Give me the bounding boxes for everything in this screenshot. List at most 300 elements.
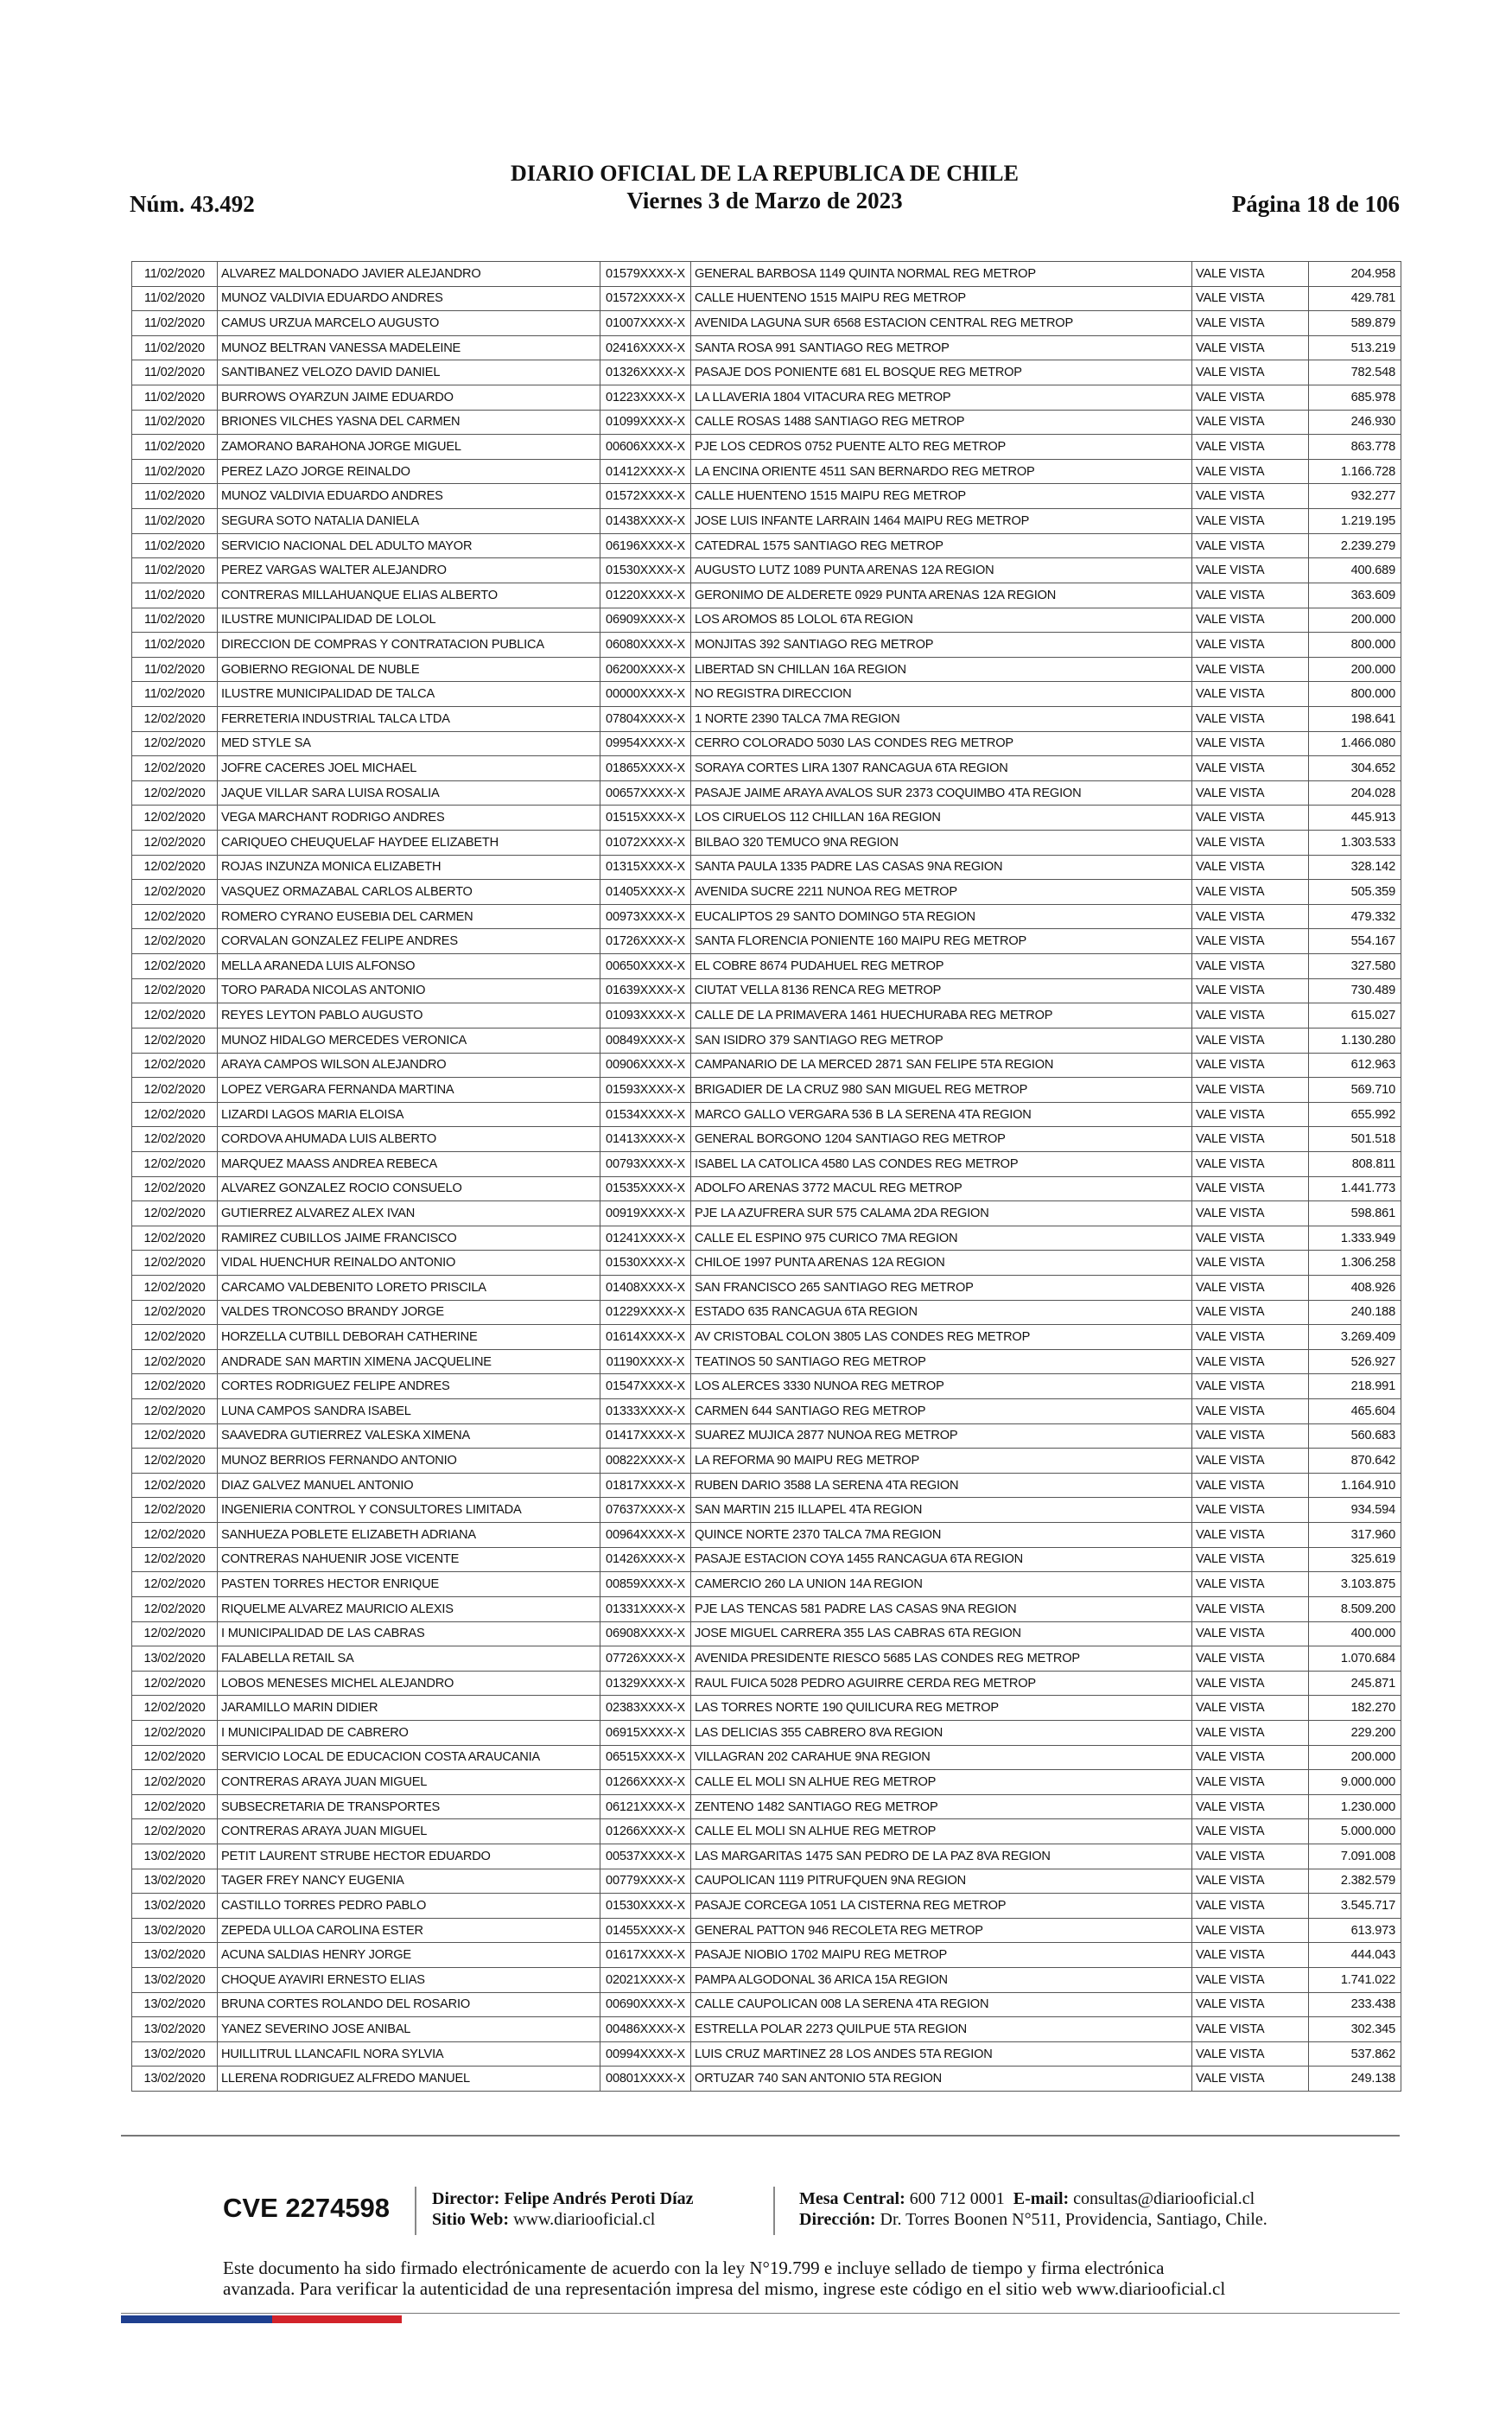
payee-name-cell: VASQUEZ ORMAZABAL CARLOS ALBERTO	[218, 880, 600, 905]
payment-date-cell: 11/02/2020	[132, 657, 218, 682]
footer-separator	[773, 2187, 775, 2235]
payment-amount-cell: 325.619	[1309, 1547, 1401, 1572]
table-row	[132, 2041, 1401, 2067]
payee-address-cell: LA ENCINA ORIENTE 4511 SAN BERNARDO REG METROP	[691, 459, 1192, 484]
payment-amount-cell: 9.000.000	[1309, 1770, 1401, 1795]
payee-name-cell: FALABELLA RETAIL SA	[218, 1646, 600, 1672]
director-info	[432, 2188, 694, 2230]
payee-address-cell: AVENIDA PRESIDENTE RIESCO 5685 LAS CONDES REG METROP	[691, 1646, 1192, 1672]
payee-rut-cell: 07804XXXX-X	[600, 706, 691, 731]
payee-name-cell: BRUNA CORTES ROLANDO DEL ROSARIO	[218, 1992, 600, 2017]
payment-amount-cell: 5.000.000	[1309, 1819, 1401, 1844]
payment-amount-cell: 612.963	[1309, 1053, 1401, 1078]
payee-rut-cell: 06909XXXX-X	[600, 608, 691, 633]
payee-address-cell: LUIS CRUZ MARTINEZ 28 LOS ANDES 5TA REGION	[691, 2041, 1192, 2067]
payee-rut-cell: 06908XXXX-X	[600, 1621, 691, 1646]
payee-address-cell: CALLE CAUPOLICAN 008 LA SERENA 4TA REGION	[691, 1992, 1192, 2017]
table-row	[132, 904, 1401, 929]
payment-method-cell: VALE VISTA	[1192, 1794, 1309, 1819]
payee-name-cell: TORO PARADA NICOLAS ANTONIO	[218, 978, 600, 1003]
payment-amount-cell: 655.992	[1309, 1102, 1401, 1127]
payee-rut-cell: 00606XXXX-X	[600, 435, 691, 460]
payment-method-cell: VALE VISTA	[1192, 1201, 1309, 1226]
payee-address-cell: CAMPANARIO DE LA MERCED 2871 SAN FELIPE 5TA REGION	[691, 1053, 1192, 1078]
payment-date-cell: 12/02/2020	[132, 731, 218, 756]
table-row	[132, 1127, 1401, 1152]
payee-name-cell: PEREZ LAZO JORGE REINALDO	[218, 459, 600, 484]
payment-method-cell: VALE VISTA	[1192, 1028, 1309, 1053]
payee-rut-cell: 00973XXXX-X	[600, 904, 691, 929]
payee-rut-cell: 00801XXXX-X	[600, 2067, 691, 2092]
payment-amount-cell: 249.138	[1309, 2067, 1401, 2092]
table-row	[132, 1028, 1401, 1053]
payee-address-cell: PJE LAS TENCAS 581 PADRE LAS CASAS 9NA REGION	[691, 1596, 1192, 1621]
payment-amount-cell: 560.683	[1309, 1423, 1401, 1449]
payment-date-cell: 11/02/2020	[132, 558, 218, 583]
table-row	[132, 1449, 1401, 1474]
payment-method-cell: VALE VISTA	[1192, 929, 1309, 954]
payee-address-cell: AV CRISTOBAL COLON 3805 LAS CONDES REG METROP	[691, 1325, 1192, 1350]
payee-address-cell: LOS CIRUELOS 112 CHILLAN 16A REGION	[691, 806, 1192, 831]
payee-address-cell: CARMEN 644 SANTIAGO REG METROP	[691, 1399, 1192, 1424]
payment-amount-cell: 1.166.728	[1309, 459, 1401, 484]
payee-rut-cell: 01241XXXX-X	[600, 1226, 691, 1251]
payee-address-cell: PJE LA AZUFRERA SUR 575 CALAMA 2DA REGION	[691, 1201, 1192, 1226]
table-row	[132, 1572, 1401, 1597]
payee-rut-cell: 06515XXXX-X	[600, 1745, 691, 1770]
payee-name-cell: INGENIERIA CONTROL Y CONSULTORES LIMITADA	[218, 1498, 600, 1523]
payment-date-cell: 11/02/2020	[132, 335, 218, 360]
payee-name-cell: SAAVEDRA GUTIERREZ VALESKA XIMENA	[218, 1423, 600, 1449]
payment-amount-cell: 363.609	[1309, 583, 1401, 608]
payee-rut-cell: 06196XXXX-X	[600, 533, 691, 558]
payee-rut-cell: 00000XXXX-X	[600, 682, 691, 707]
payment-date-cell: 12/02/2020	[132, 1794, 218, 1819]
table-row	[132, 2017, 1401, 2042]
payment-date-cell: 12/02/2020	[132, 1053, 218, 1078]
payee-rut-cell: 01331XXXX-X	[600, 1596, 691, 1621]
payee-rut-cell: 01007XXXX-X	[600, 311, 691, 336]
table-row	[132, 1547, 1401, 1572]
director-line: Director: Felipe Andrés Peroti Díaz	[432, 2189, 694, 2208]
payment-method-cell: VALE VISTA	[1192, 1176, 1309, 1201]
payee-rut-cell: 09954XXXX-X	[600, 731, 691, 756]
payee-name-cell: MUNOZ BERRIOS FERNANDO ANTONIO	[218, 1449, 600, 1474]
table-row	[132, 1968, 1401, 1993]
payee-address-cell: LA LLAVERIA 1804 VITACURA REG METROP	[691, 385, 1192, 411]
payee-address-cell: BRIGADIER DE LA CRUZ 980 SAN MIGUEL REG METROP	[691, 1078, 1192, 1103]
payment-method-cell: VALE VISTA	[1192, 633, 1309, 658]
payment-method-cell: VALE VISTA	[1192, 484, 1309, 509]
payment-date-cell: 11/02/2020	[132, 385, 218, 411]
table-row	[132, 1473, 1401, 1498]
payee-address-cell: 1 NORTE 2390 TALCA 7MA REGION	[691, 706, 1192, 731]
payee-name-cell: VEGA MARCHANT RODRIGO ANDRES	[218, 806, 600, 831]
payee-name-cell: LOBOS MENESES MICHEL ALEJANDRO	[218, 1671, 600, 1696]
payee-rut-cell: 01333XXXX-X	[600, 1399, 691, 1424]
payee-name-cell: TAGER FREY NANCY EUGENIA	[218, 1869, 600, 1894]
payee-name-cell: MED STYLE SA	[218, 731, 600, 756]
contact-line: Mesa Central: 600 712 0001 E-mail: consultas@diariooficial.cl	[799, 2189, 1255, 2208]
payment-amount-cell: 685.978	[1309, 385, 1401, 411]
payee-name-cell: MELLA ARANEDA LUIS ALFONSO	[218, 954, 600, 979]
payee-name-cell: FERRETERIA INDUSTRIAL TALCA LTDA	[218, 706, 600, 731]
payee-rut-cell: 02416XXXX-X	[600, 335, 691, 360]
payment-date-cell: 12/02/2020	[132, 831, 218, 856]
payee-name-cell: GOBIERNO REGIONAL DE NUBLE	[218, 657, 600, 682]
table-body	[132, 262, 1401, 2092]
payment-amount-cell: 8.509.200	[1309, 1596, 1401, 1621]
payment-amount-cell: 200.000	[1309, 608, 1401, 633]
payee-address-cell: SUAREZ MUJICA 2877 NUNOA REG METROP	[691, 1423, 1192, 1449]
payee-address-cell: CALLE HUENTENO 1515 MAIPU REG METROP	[691, 484, 1192, 509]
payee-rut-cell: 01534XXXX-X	[600, 1102, 691, 1127]
payment-date-cell: 12/02/2020	[132, 1745, 218, 1770]
payment-amount-cell: 204.028	[1309, 780, 1401, 806]
payment-method-cell: VALE VISTA	[1192, 978, 1309, 1003]
footer-divider-bottom	[121, 2313, 1400, 2314]
payee-address-cell: JOSE MIGUEL CARRERA 355 LAS CABRAS 6TA REGION	[691, 1621, 1192, 1646]
payee-rut-cell: 01614XXXX-X	[600, 1325, 691, 1350]
payment-amount-cell: 782.548	[1309, 360, 1401, 385]
payment-date-cell: 12/02/2020	[132, 1720, 218, 1745]
payment-method-cell: VALE VISTA	[1192, 682, 1309, 707]
payee-address-cell: RUBEN DARIO 3588 LA SERENA 4TA REGION	[691, 1473, 1192, 1498]
payee-name-cell: CONTRERAS ARAYA JUAN MIGUEL	[218, 1770, 600, 1795]
payee-name-cell: ZAMORANO BARAHONA JORGE MIGUEL	[218, 435, 600, 460]
payment-date-cell: 13/02/2020	[132, 2017, 218, 2042]
payee-rut-cell: 00964XXXX-X	[600, 1523, 691, 1548]
payment-date-cell: 11/02/2020	[132, 682, 218, 707]
payment-date-cell: 12/02/2020	[132, 1473, 218, 1498]
table-row	[132, 1325, 1401, 1350]
table-row	[132, 1201, 1401, 1226]
payee-rut-cell: 07637XXXX-X	[600, 1498, 691, 1523]
payment-amount-cell: 1.130.280	[1309, 1028, 1401, 1053]
payee-rut-cell: 01817XXXX-X	[600, 1473, 691, 1498]
payee-name-cell: SUBSECRETARIA DE TRANSPORTES	[218, 1794, 600, 1819]
payment-date-cell: 13/02/2020	[132, 2067, 218, 2092]
payee-address-cell: LAS TORRES NORTE 190 QUILICURA REG METROP	[691, 1696, 1192, 1721]
payee-address-cell: MONJITAS 392 SANTIAGO REG METROP	[691, 633, 1192, 658]
table-row	[132, 1423, 1401, 1449]
table-row	[132, 1053, 1401, 1078]
payment-method-cell: VALE VISTA	[1192, 731, 1309, 756]
table-row	[132, 780, 1401, 806]
payee-name-cell: ILUSTRE MUNICIPALIDAD DE TALCA	[218, 682, 600, 707]
payment-date-cell: 13/02/2020	[132, 1894, 218, 1919]
payee-name-cell: VIDAL HUENCHUR REINALDO ANTONIO	[218, 1251, 600, 1276]
payee-name-cell: MUNOZ HIDALGO MERCEDES VERONICA	[218, 1028, 600, 1053]
payment-method-cell: VALE VISTA	[1192, 1151, 1309, 1176]
payment-date-cell: 11/02/2020	[132, 410, 218, 435]
payment-method-cell: VALE VISTA	[1192, 1943, 1309, 1968]
payment-method-cell: VALE VISTA	[1192, 706, 1309, 731]
payment-method-cell: VALE VISTA	[1192, 385, 1309, 411]
table-row	[132, 706, 1401, 731]
table-row	[132, 1374, 1401, 1399]
email-link[interactable]: consultas@diariooficial.cl	[1073, 2189, 1255, 2208]
payee-name-cell: RIQUELME ALVAREZ MAURICIO ALEXIS	[218, 1596, 600, 1621]
payment-date-cell: 12/02/2020	[132, 806, 218, 831]
payment-date-cell: 12/02/2020	[132, 1572, 218, 1597]
table-row	[132, 1671, 1401, 1696]
payee-name-cell: SANTIBANEZ VELOZO DAVID DANIEL	[218, 360, 600, 385]
payment-date-cell: 12/02/2020	[132, 1349, 218, 1374]
payee-address-cell: CHILOE 1997 PUNTA ARENAS 12A REGION	[691, 1251, 1192, 1276]
table-row	[132, 806, 1401, 831]
payee-rut-cell: 06121XXXX-X	[600, 1794, 691, 1819]
payment-date-cell: 11/02/2020	[132, 633, 218, 658]
payee-address-cell: CAMERCIO 260 LA UNION 14A REGION	[691, 1572, 1192, 1597]
payment-date-cell: 11/02/2020	[132, 286, 218, 311]
payment-method-cell: VALE VISTA	[1192, 335, 1309, 360]
payment-method-cell: VALE VISTA	[1192, 1621, 1309, 1646]
payment-method-cell: VALE VISTA	[1192, 756, 1309, 781]
payee-address-cell: TEATINOS 50 SANTIAGO REG METROP	[691, 1349, 1192, 1374]
payee-rut-cell: 01515XXXX-X	[600, 806, 691, 831]
payee-name-cell: SANHUEZA POBLETE ELIZABETH ADRIANA	[218, 1523, 600, 1548]
table-row	[132, 335, 1401, 360]
payment-method-cell: VALE VISTA	[1192, 1770, 1309, 1795]
payee-rut-cell: 00650XXXX-X	[600, 954, 691, 979]
table-row	[132, 880, 1401, 905]
payment-method-cell: VALE VISTA	[1192, 1102, 1309, 1127]
payment-method-cell: VALE VISTA	[1192, 410, 1309, 435]
payment-amount-cell: 429.781	[1309, 286, 1401, 311]
table-row	[132, 1720, 1401, 1745]
contact-info	[799, 2188, 1267, 2230]
payment-method-cell: VALE VISTA	[1192, 1720, 1309, 1745]
table-row	[132, 1794, 1401, 1819]
payee-name-cell: ACUNA SALDIAS HENRY JORGE	[218, 1943, 600, 1968]
payee-address-cell: CAUPOLICAN 1119 PITRUFQUEN 9NA REGION	[691, 1869, 1192, 1894]
payment-amount-cell: 589.879	[1309, 311, 1401, 336]
payment-method-cell: VALE VISTA	[1192, 1078, 1309, 1103]
payee-address-cell: RAUL FUICA 5028 PEDRO AGUIRRE CERDA REG METROP	[691, 1671, 1192, 1696]
payee-name-cell: CARCAMO VALDEBENITO LORETO PRISCILA	[218, 1275, 600, 1300]
payee-rut-cell: 00994XXXX-X	[600, 2041, 691, 2067]
payee-rut-cell: 00793XXXX-X	[600, 1151, 691, 1176]
payment-amount-cell: 1.306.258	[1309, 1251, 1401, 1276]
payee-address-cell: SORAYA CORTES LIRA 1307 RANCAGUA 6TA REGION	[691, 756, 1192, 781]
payee-name-cell: DIAZ GALVEZ MANUEL ANTONIO	[218, 1473, 600, 1498]
payment-date-cell: 12/02/2020	[132, 1449, 218, 1474]
table-row	[132, 1349, 1401, 1374]
payee-name-cell: MUNOZ VALDIVIA EDUARDO ANDRES	[218, 484, 600, 509]
payee-name-cell: ZEPEDA ULLOA CAROLINA ESTER	[218, 1918, 600, 1943]
table-row	[132, 608, 1401, 633]
payment-date-cell: 11/02/2020	[132, 311, 218, 336]
payee-address-cell: ESTRELLA POLAR 2273 QUILPUE 5TA REGION	[691, 2017, 1192, 2042]
payment-date-cell: 12/02/2020	[132, 1028, 218, 1053]
payee-rut-cell: 00859XXXX-X	[600, 1572, 691, 1597]
payment-date-cell: 13/02/2020	[132, 1918, 218, 1943]
payee-name-cell: JARAMILLO MARIN DIDIER	[218, 1696, 600, 1721]
table-row	[132, 1498, 1401, 1523]
payment-amount-cell: 934.594	[1309, 1498, 1401, 1523]
payment-amount-cell: 400.689	[1309, 558, 1401, 583]
payee-rut-cell: 01315XXXX-X	[600, 855, 691, 880]
payment-method-cell: VALE VISTA	[1192, 509, 1309, 534]
payment-date-cell: 12/02/2020	[132, 929, 218, 954]
payment-method-cell: VALE VISTA	[1192, 1374, 1309, 1399]
payee-address-cell: EL COBRE 8674 PUDAHUEL REG METROP	[691, 954, 1192, 979]
payment-amount-cell: 863.778	[1309, 435, 1401, 460]
payee-address-cell: NO REGISTRA DIRECCION	[691, 682, 1192, 707]
payee-address-cell: PASAJE DOS PONIENTE 681 EL BOSQUE REG METROP	[691, 360, 1192, 385]
masthead	[130, 161, 1400, 214]
table-row	[132, 1869, 1401, 1894]
payee-address-cell: JOSE LUIS INFANTE LARRAIN 1464 MAIPU REG METROP	[691, 509, 1192, 534]
payment-date-cell: 12/02/2020	[132, 1498, 218, 1523]
payee-address-cell: CALLE EL MOLI SN ALHUE REG METROP	[691, 1770, 1192, 1795]
table-row	[132, 1770, 1401, 1795]
payment-amount-cell: 615.027	[1309, 1003, 1401, 1028]
payment-date-cell: 12/02/2020	[132, 1176, 218, 1201]
payment-method-cell: VALE VISTA	[1192, 262, 1309, 287]
payee-name-cell: ILUSTRE MUNICIPALIDAD DE LOLOL	[218, 608, 600, 633]
payment-amount-cell: 569.710	[1309, 1078, 1401, 1103]
payment-date-cell: 12/02/2020	[132, 1226, 218, 1251]
table-row	[132, 311, 1401, 336]
payment-date-cell: 11/02/2020	[132, 262, 218, 287]
payment-date-cell: 12/02/2020	[132, 1275, 218, 1300]
payment-date-cell: 12/02/2020	[132, 880, 218, 905]
payee-name-cell: ALVAREZ MALDONADO JAVIER ALEJANDRO	[218, 262, 600, 287]
table-row	[132, 756, 1401, 781]
payee-address-cell: GENERAL BARBOSA 1149 QUINTA NORMAL REG METROP	[691, 262, 1192, 287]
payment-amount-cell: 7.091.008	[1309, 1844, 1401, 1869]
payment-date-cell: 12/02/2020	[132, 855, 218, 880]
payment-date-cell: 13/02/2020	[132, 1943, 218, 1968]
payment-method-cell: VALE VISTA	[1192, 1696, 1309, 1721]
payee-name-cell: PASTEN TORRES HECTOR ENRIQUE	[218, 1572, 600, 1597]
table-row	[132, 1102, 1401, 1127]
payment-amount-cell: 182.270	[1309, 1696, 1401, 1721]
payee-rut-cell: 00657XXXX-X	[600, 780, 691, 806]
table-row	[132, 410, 1401, 435]
page-indicator: Página 18 de 106	[1231, 191, 1400, 217]
publication-title: DIARIO OFICIAL DE LA REPUBLICA DE CHILE	[510, 161, 1019, 186]
page-header	[130, 161, 1400, 221]
payment-method-cell: VALE VISTA	[1192, 1819, 1309, 1844]
payee-address-cell: QUINCE NORTE 2370 TALCA 7MA REGION	[691, 1523, 1192, 1548]
payee-name-cell: VALDES TRONCOSO BRANDY JORGE	[218, 1300, 600, 1325]
payee-address-cell: LAS MARGARITAS 1475 SAN PEDRO DE LA PAZ 8VA REGION	[691, 1844, 1192, 1869]
payee-name-cell: I MUNICIPALIDAD DE CABRERO	[218, 1720, 600, 1745]
payee-rut-cell: 02383XXXX-X	[600, 1696, 691, 1721]
address-line: Dirección: Dr. Torres Boonen N°511, Providencia, Santiago, Chile.	[799, 2210, 1267, 2229]
signature-notice: Este documento ha sido firmado electrónicamente de acuerdo con la ley N°19.799 e incluye sellado de tiempo y firma electrónica avanzada. Para verificar la autenticidad de una representación impresa del mismo, ingrese este código en el sitio web www.diariooficial.cl	[223, 2258, 1226, 2299]
payee-rut-cell: 01229XXXX-X	[600, 1300, 691, 1325]
payment-method-cell: VALE VISTA	[1192, 286, 1309, 311]
payment-date-cell: 13/02/2020	[132, 1844, 218, 1869]
payee-name-cell: LUNA CAMPOS SANDRA ISABEL	[218, 1399, 600, 1424]
payment-amount-cell: 445.913	[1309, 806, 1401, 831]
payment-date-cell: 13/02/2020	[132, 2041, 218, 2067]
payment-method-cell: VALE VISTA	[1192, 1572, 1309, 1597]
payee-address-cell: LIBERTAD SN CHILLAN 16A REGION	[691, 657, 1192, 682]
payment-method-cell: VALE VISTA	[1192, 1349, 1309, 1374]
payee-name-cell: CARIQUEO CHEUQUELAF HAYDEE ELIZABETH	[218, 831, 600, 856]
payment-method-cell: VALE VISTA	[1192, 311, 1309, 336]
payment-amount-cell: 317.960	[1309, 1523, 1401, 1548]
payee-address-cell: LAS DELICIAS 355 CABRERO 8VA REGION	[691, 1720, 1192, 1745]
table-row	[132, 731, 1401, 756]
payee-name-cell: ARAYA CAMPOS WILSON ALEJANDRO	[218, 1053, 600, 1078]
payee-address-cell: MARCO GALLO VERGARA 536 B LA SERENA 4TA REGION	[691, 1102, 1192, 1127]
payee-address-cell: CALLE DE LA PRIMAVERA 1461 HUECHURABA REG METROP	[691, 1003, 1192, 1028]
table-row	[132, 1176, 1401, 1201]
payee-rut-cell: 01190XXXX-X	[600, 1349, 691, 1374]
payment-amount-cell: 3.269.409	[1309, 1325, 1401, 1350]
payment-amount-cell: 198.641	[1309, 706, 1401, 731]
payee-name-cell: SEGURA SOTO NATALIA DANIELA	[218, 509, 600, 534]
payee-address-cell: SANTA PAULA 1335 PADRE LAS CASAS 9NA REGION	[691, 855, 1192, 880]
footer-separator	[415, 2187, 416, 2235]
payment-date-cell: 12/02/2020	[132, 1151, 218, 1176]
payment-amount-cell: 3.103.875	[1309, 1572, 1401, 1597]
payment-date-cell: 12/02/2020	[132, 1374, 218, 1399]
payment-amount-cell: 730.489	[1309, 978, 1401, 1003]
payee-name-cell: DIRECCION DE COMPRAS Y CONTRATACION PUBLICA	[218, 633, 600, 658]
payee-rut-cell: 01405XXXX-X	[600, 880, 691, 905]
flag-strip-blue	[121, 2315, 272, 2323]
payee-rut-cell: 01413XXXX-X	[600, 1127, 691, 1152]
payment-method-cell: VALE VISTA	[1192, 1869, 1309, 1894]
payee-address-cell: ISABEL LA CATOLICA 4580 LAS CONDES REG METROP	[691, 1151, 1192, 1176]
payment-date-cell: 12/02/2020	[132, 1201, 218, 1226]
table-row	[132, 1275, 1401, 1300]
payment-amount-cell: 1.230.000	[1309, 1794, 1401, 1819]
table-row	[132, 633, 1401, 658]
payee-address-cell: SAN MARTIN 215 ILLAPEL 4TA REGION	[691, 1498, 1192, 1523]
payment-method-cell: VALE VISTA	[1192, 1275, 1309, 1300]
payment-amount-cell: 1.070.684	[1309, 1646, 1401, 1672]
payee-name-cell: BRIONES VILCHES YASNA DEL CARMEN	[218, 410, 600, 435]
payee-name-cell: MARQUEZ MAASS ANDREA REBECA	[218, 1151, 600, 1176]
payee-name-cell: LIZARDI LAGOS MARIA ELOISA	[218, 1102, 600, 1127]
payment-amount-cell: 302.345	[1309, 2017, 1401, 2042]
payment-method-cell: VALE VISTA	[1192, 459, 1309, 484]
payee-name-cell: CORVALAN GONZALEZ FELIPE ANDRES	[218, 929, 600, 954]
payment-amount-cell: 554.167	[1309, 929, 1401, 954]
payment-amount-cell: 870.642	[1309, 1449, 1401, 1474]
payment-method-cell: VALE VISTA	[1192, 780, 1309, 806]
table-row	[132, 1894, 1401, 1919]
cve-code: CVE 2274598	[223, 2193, 391, 2223]
payment-amount-cell: 1.333.949	[1309, 1226, 1401, 1251]
table-row	[132, 954, 1401, 979]
website-link[interactable]: www.diariooficial.cl	[513, 2210, 656, 2229]
payment-amount-cell: 800.000	[1309, 682, 1401, 707]
payment-date-cell: 12/02/2020	[132, 1547, 218, 1572]
payment-amount-cell: 1.164.910	[1309, 1473, 1401, 1498]
payment-method-cell: VALE VISTA	[1192, 880, 1309, 905]
table-row	[132, 1251, 1401, 1276]
payee-name-cell: JOFRE CACERES JOEL MICHAEL	[218, 756, 600, 781]
payment-method-cell: VALE VISTA	[1192, 831, 1309, 856]
payment-amount-cell: 505.359	[1309, 880, 1401, 905]
payee-rut-cell: 01865XXXX-X	[600, 756, 691, 781]
payee-rut-cell: 01547XXXX-X	[600, 1374, 691, 1399]
payee-address-cell: CALLE HUENTENO 1515 MAIPU REG METROP	[691, 286, 1192, 311]
payment-method-cell: VALE VISTA	[1192, 1473, 1309, 1498]
payee-address-cell: PASAJE JAIME ARAYA AVALOS SUR 2373 COQUIMBO 4TA REGION	[691, 780, 1192, 806]
table-row	[132, 1992, 1401, 2017]
payment-method-cell: VALE VISTA	[1192, 904, 1309, 929]
